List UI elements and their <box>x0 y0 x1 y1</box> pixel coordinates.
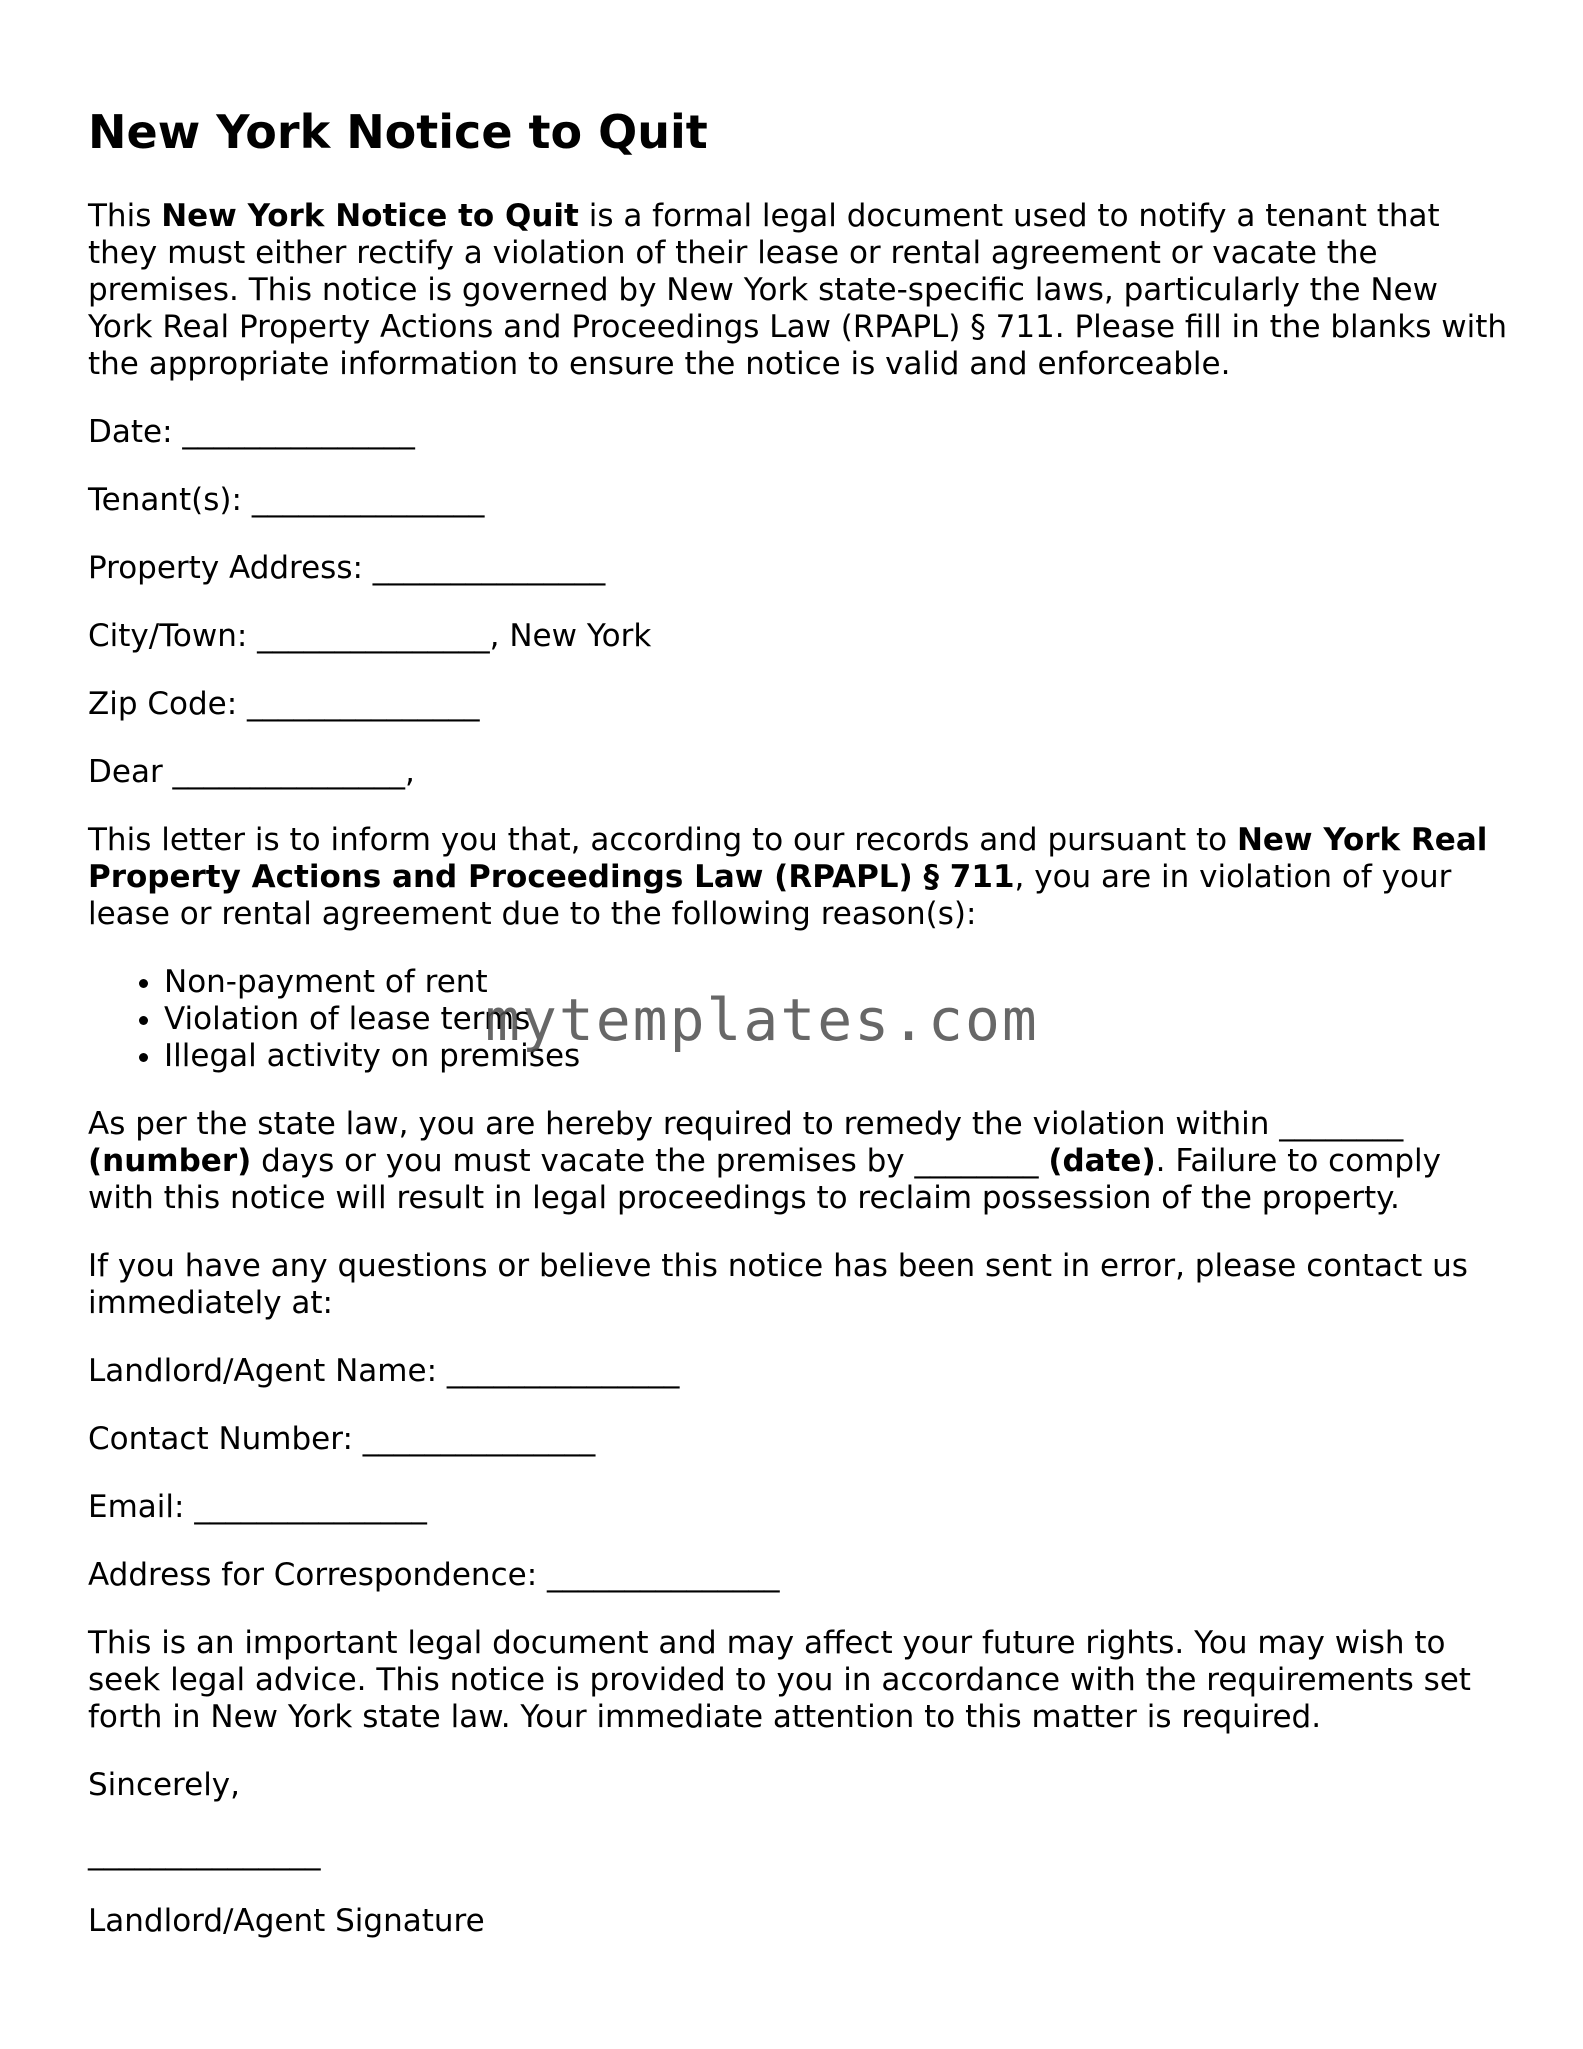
tenant-blank[interactable]: _______________ <box>251 482 485 518</box>
closing-note: This is an important legal document and may affect your future rights. You may wish to seek legal advice. This notice is provided to you in accordance with the requirements set forth in New York state law. Your immediate attention to this matter is required. <box>88 1625 1471 1735</box>
landlord-name-blank[interactable]: _______________ <box>446 1353 680 1389</box>
list-item: • Illegal activity on premises <box>164 1038 1508 1075</box>
property-address-blank[interactable]: _______________ <box>372 550 606 586</box>
contact-intro: If you have any questions or believe this notice has been sent in error, please contact us immediately at: <box>88 1248 1468 1321</box>
zip-code-blank[interactable]: _______________ <box>247 686 480 722</box>
contact-number-field: Contact Number: _______________ <box>88 1421 596 1457</box>
salutation-field: Dear _______________, <box>88 754 415 790</box>
intro-bold-title: New York Notice to Quit <box>161 198 579 234</box>
city-town-blank[interactable]: _______________ <box>257 618 490 654</box>
law-reference: New York Real Property Actions and Proceedings Law (RPAPL) § 711 <box>88 822 1488 895</box>
document-title: New York Notice to Quit <box>88 105 708 159</box>
email-blank[interactable]: _______________ <box>194 1489 427 1525</box>
contact-number-blank[interactable]: _______________ <box>362 1421 596 1457</box>
city-town-field: City/Town: _______________, New York <box>88 618 652 654</box>
email-field: Email: _______________ <box>88 1489 427 1525</box>
sign-off: Sincerely, <box>88 1767 241 1803</box>
list-item: • Non-payment of rent <box>164 964 1508 1001</box>
date-blank[interactable]: _______________ <box>182 414 415 450</box>
signature-blank[interactable]: _______________ <box>88 1835 321 1871</box>
zip-code-field: Zip Code: _______________ <box>88 686 480 722</box>
watermark: mytemplates.com <box>485 986 1039 1054</box>
tenant-field: Tenant(s): _______________ <box>88 482 485 518</box>
correspondence-address-field: Address for Correspondence: _______________ <box>88 1557 780 1593</box>
property-address-field: Property Address: _______________ <box>88 550 606 586</box>
correspondence-address-blank[interactable]: _______________ <box>547 1557 780 1593</box>
violation-paragraph: This letter is to inform you that, according to our records and pursuant to New York Real Property Actions and Proceedings Law (RPAPL) § 711, you are in violation of your lease or rental agreement due to the following reason(s): <box>88 822 1488 932</box>
remedy-paragraph: As per the state law, you are hereby required to remedy the violation within ________ (number) days or you must vacate the premises by ________ (date). Failure to comply with this notice will result in legal proceedings to reclaim possession of the property. <box>88 1106 1441 1216</box>
salutation-blank[interactable]: _______________ <box>172 754 406 790</box>
date-field: Date: _______________ <box>88 414 415 450</box>
list-item: • Violation of lease terms <box>164 1001 1508 1038</box>
landlord-name-field: Landlord/Agent Name: _______________ <box>88 1353 680 1389</box>
signature-label: Landlord/Agent Signature <box>88 1903 485 1939</box>
intro-paragraph: This New York Notice to Quit is a formal legal document used to notify a tenant that they must either rectify a violation of their lease or rental agreement or vacate the premises. This notice is governed by New York state-specific laws, particularly the New York Real Property Actions and Proceedings Law (RPAPL) § 711. Please fill in the blanks with the appropriate information to ensure the notice is valid and enforceable. <box>88 198 1508 382</box>
